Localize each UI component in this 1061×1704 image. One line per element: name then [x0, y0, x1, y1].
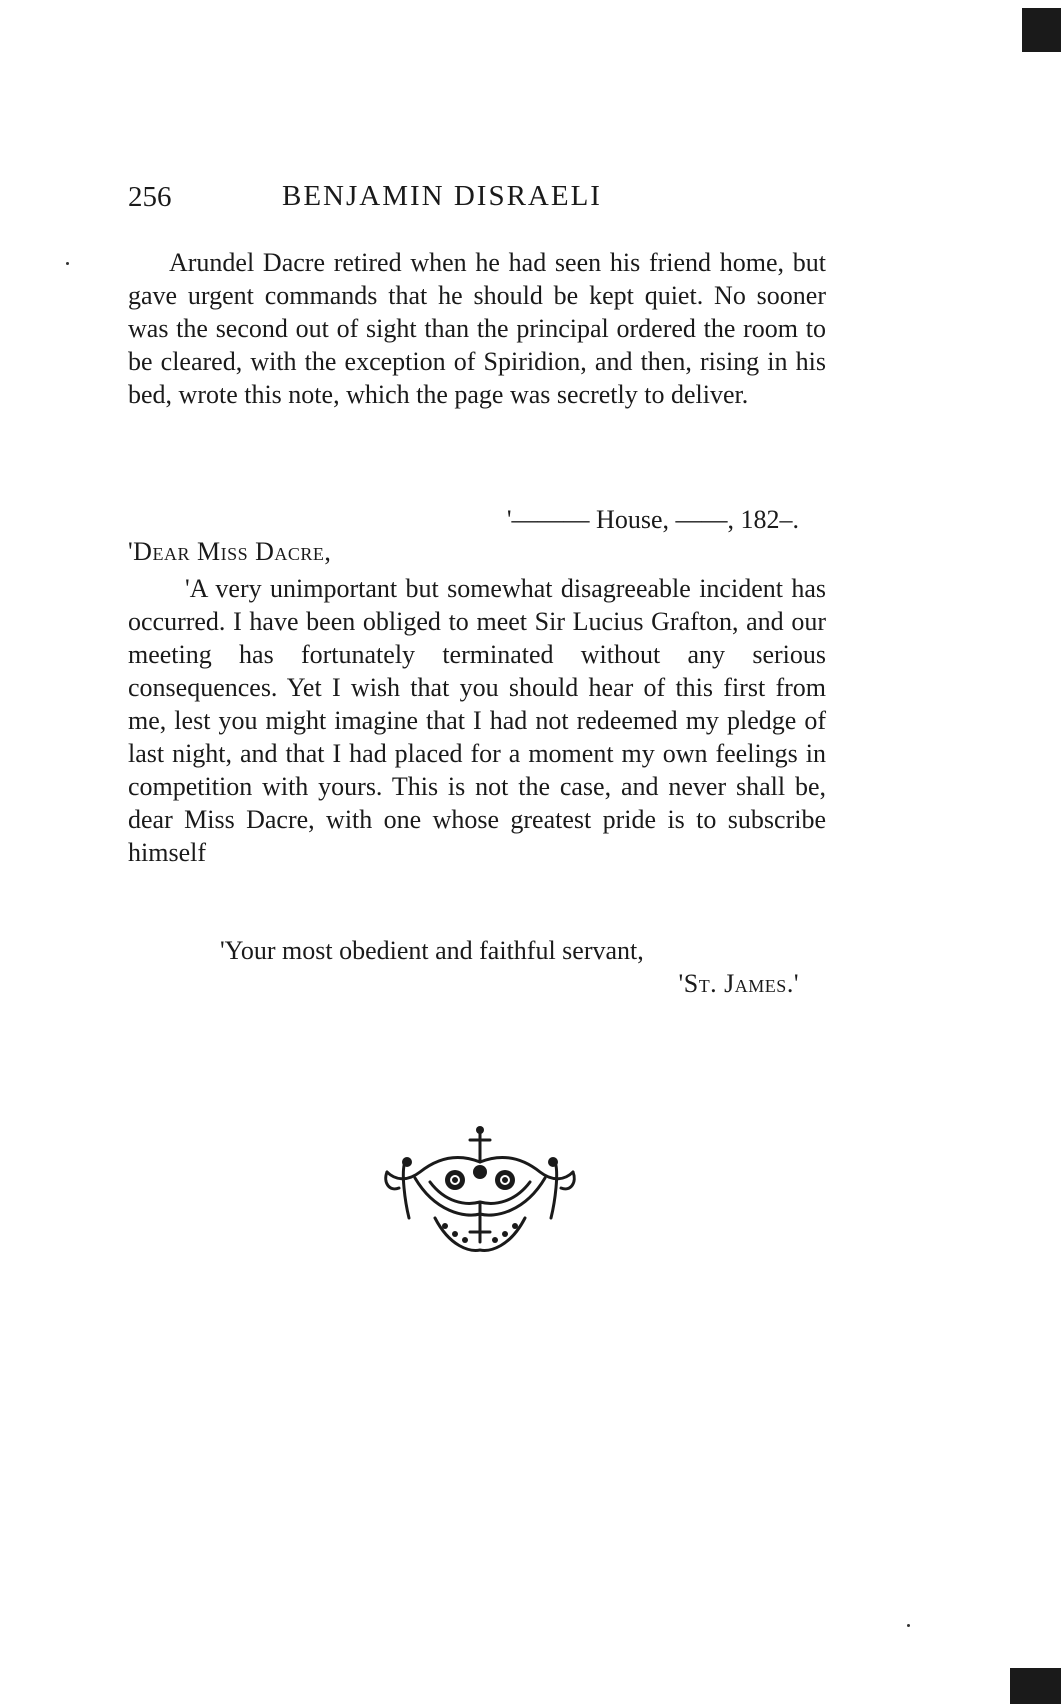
letter-closing: 'Your most obedient and faithful servant, [220, 936, 644, 965]
running-head: BENJAMIN DISRAELI [282, 180, 602, 212]
letter-signature: 'St. James.' [678, 969, 799, 998]
page-number: 256 [128, 181, 172, 213]
narrative-paragraph: Arundel Dacre retired when he had seen his friend home, but gave urgent commands that he should be kept quiet. No sooner was the second out of sight than the principal ordered the room to be cleared, with the exception of Spiridion, and then, rising in his bed, wrote this note, which the page was secretly to deliver. [128, 248, 826, 409]
letter-dateline: '——— House, ——, 182–. [506, 505, 799, 534]
letter-body: 'A very unimportant but somewhat disagreeable incident has occurred. I have been obliged to meet Sir Lucius Grafton, and our meeting has fortunately terminated without any serious consequences. Yet I wish that you should hear of this first from me, lest you might imagine that I had not redeemed my pledge of last night, and that I had placed for a moment my own feelings in competition with yours. This is not the case, and never shall be, dear Miss Dacre, with one whose greatest pride is to subscribe himself [128, 574, 826, 867]
letter-salutation: 'Dear Miss Dacre, [128, 537, 332, 566]
ornament-tailpiece-icon [375, 1122, 585, 1258]
